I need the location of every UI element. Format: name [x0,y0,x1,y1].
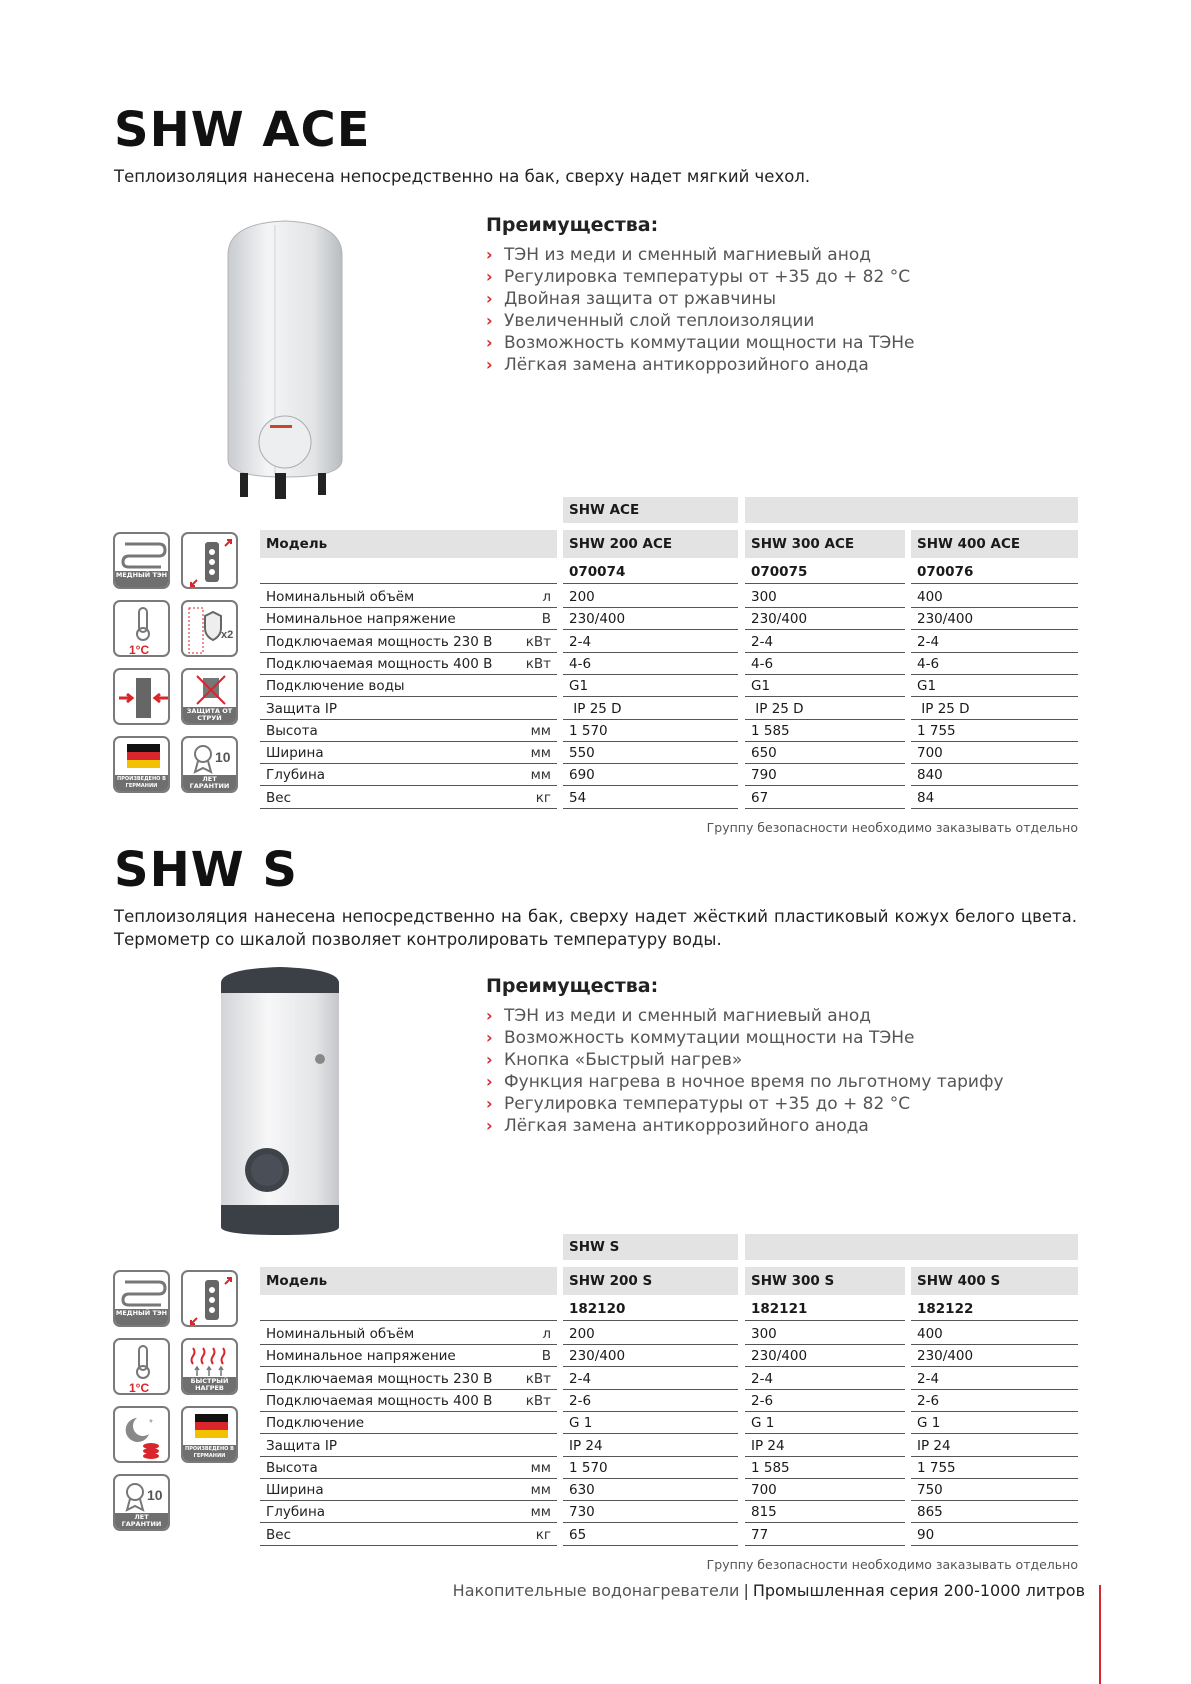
copper-heater-icon: МЕДНЫЙ ТЭН [113,532,170,589]
svg-text:1°C: 1°C [129,643,150,657]
section-description-shw-ace: Теплоизоляция нанесена непосредственно на бак, сверху надет мягкий чехол. [114,167,811,186]
table-code-row: 070074 070075 070076 [260,560,1078,584]
row-label: Номинальное напряжение В [260,608,557,630]
section-title-shw-ace: SHW ACE [114,102,371,158]
table-row [260,608,1078,630]
made-in-germany-icon: ПРОИЗВЕДЕНО В ГЕРМАНИИ [113,736,170,793]
row-value: 400 [911,586,1078,608]
row-label: Подключение [260,1412,557,1434]
list-item: › ТЭН из меди и сменный магниевый анод [486,245,871,265]
row-value: IP 24 [745,1435,905,1457]
safety-group-note: Группу безопасности необходимо заказывать отдельно [706,1557,1078,1572]
row-unit: л [542,1326,551,1342]
table-row [260,1390,1078,1412]
table-row [260,1479,1078,1501]
chevron-right-icon: › [486,333,493,352]
row-value: IP 24 [911,1435,1078,1457]
row-value: 4-6 [563,653,738,675]
row-value: 4-6 [911,653,1078,675]
thermometer-icon [113,1338,170,1395]
list-item: › Лёгкая замена антикоррозийного анода [486,355,869,375]
svg-text:*: * [149,1418,153,1429]
row-unit: л [542,589,551,605]
row-value: 2-6 [563,1390,738,1412]
chevron-right-icon: › [486,1116,493,1135]
row-value: 2-6 [911,1390,1078,1412]
list-item: › Функция нагрева в ночное время по льготному тарифу [486,1072,1004,1092]
row-label: Ширина мм [260,742,557,764]
chevron-right-icon: › [486,1050,493,1069]
row-value: 230/400 [911,1345,1078,1367]
svg-text:10: 10 [147,1487,163,1503]
jet-protection-icon: ЗАЩИТА ОТ СТРУЙ [181,668,238,725]
svg-text:x2: x2 [221,629,234,641]
row-value: 300 [745,1323,905,1345]
list-item: › ТЭН из меди и сменный магниевый анод [486,1006,871,1026]
table-header-row: Модель SHW 200 S SHW 300 S SHW 400 S [260,1267,1078,1295]
table-row [260,764,1078,786]
row-value: 400 [911,1323,1078,1345]
svg-text:10: 10 [215,749,231,765]
table-row [260,742,1078,764]
table-header-row: Модель SHW 200 ACE SHW 300 ACE SHW 400 ACE [260,530,1078,558]
row-value: 77 [745,1524,905,1546]
row-label: Защита IP [260,1435,557,1457]
row-value: 650 [745,742,905,764]
row-label: Номинальный объём л [260,586,557,608]
footer-separator: | [743,1581,749,1600]
row-value: 840 [911,764,1078,786]
row-unit: мм [530,1504,551,1521]
row-value: 230/400 [745,1345,905,1367]
row-value: 230/400 [563,608,738,630]
row-label: Подключаемая мощность 230 В кВт [260,1368,557,1390]
row-value: G 1 [745,1412,905,1434]
row-value: 750 [911,1479,1078,1501]
accent-line [1099,1585,1101,1684]
water-heater-s-image [215,965,345,1240]
row-value: 2-4 [563,631,738,653]
chevron-right-icon: › [486,267,493,286]
row-value: 1 570 [563,1457,738,1479]
row-value: 300 [745,586,905,608]
row-value: 2-4 [745,631,905,653]
table-row [260,1323,1078,1345]
fast-heating-icon: БЫСТРЫЙ НАГРЕВ [181,1338,238,1395]
table-row [260,631,1078,653]
row-label: Подключаемая мощность 230 В кВт [260,631,557,653]
row-unit: В [541,1348,551,1365]
row-unit: мм [530,1482,551,1499]
list-item: › Регулировка температуры от +35 до + 82 °С [486,1094,911,1114]
row-label: Подключение воды [260,675,557,697]
row-value: 65 [563,1524,738,1546]
row-label: Подключаемая мощность 400 В кВт [260,1390,557,1412]
warranty-icon: 10 ЛЕТ ГАРАНТИИ [113,1474,170,1531]
table-row [260,1412,1078,1434]
row-label: Вес кг [260,1524,557,1546]
row-value: 1 570 [563,720,738,742]
footer-series: Промышленная серия 200-1000 литров [752,1581,1085,1600]
section-description-shw-s: Теплоизоляция нанесена непосредственно на бак, сверху надет жёсткий пластиковый кожух белого цвета. Термометр со шкалой позволяет контролировать температуру воды. [114,907,1077,949]
row-label: Номинальное напряжение В [260,1345,557,1367]
table-row [260,720,1078,742]
row-value: 865 [911,1501,1078,1523]
table-row [260,1345,1078,1367]
list-item: › Возможность коммутации мощности на ТЭНе [486,333,915,353]
list-item: › Кнопка «Быстрый нагрев» [486,1050,743,1070]
row-value: 230/400 [911,608,1078,630]
row-label: Защита IP [260,698,557,720]
row-value: G1 [745,675,905,697]
row-value: 690 [563,764,738,786]
row-value: 1 755 [911,720,1078,742]
row-value: 1 585 [745,1457,905,1479]
row-label: Высота мм [260,1457,557,1479]
table-series-row: SHW ACE [260,497,1078,523]
row-label: Глубина мм [260,764,557,786]
row-value: G1 [563,675,738,697]
row-value: G 1 [563,1412,738,1434]
chevron-right-icon: › [486,355,493,374]
row-label: Ширина мм [260,1479,557,1501]
row-unit: кВт [525,633,551,650]
row-value: IP 25 D [745,698,905,720]
chevron-right-icon: › [486,1072,493,1091]
row-label: Подключаемая мощность 400 В кВт [260,653,557,675]
chevron-right-icon: › [486,1028,493,1047]
svg-text:1°C: 1°C [129,1381,150,1395]
table-row [260,1524,1078,1546]
row-value: 730 [563,1501,738,1523]
table-row [260,698,1078,720]
advantages-shw-ace [486,214,1086,376]
chevron-right-icon: › [486,245,493,264]
double-protection-icon [181,600,238,657]
advantages-title: Преимущества: [486,975,659,997]
safety-group-note: Группу безопасности необходимо заказывать отдельно [706,820,1078,835]
advantages-shw-s [486,975,1086,1137]
row-value: 2-4 [911,631,1078,653]
row-value: 630 [563,1479,738,1501]
row-unit: кВт [525,1370,551,1387]
row-value: 230/400 [563,1345,738,1367]
row-value: G1 [911,675,1078,697]
list-item: › Увеличенный слой теплоизоляции [486,311,815,331]
row-label: Высота мм [260,720,557,742]
row-unit: мм [530,722,551,739]
row-value: 84 [911,787,1078,809]
chevron-right-icon: › [486,289,493,308]
row-value: 54 [563,787,738,809]
table-row [260,675,1078,697]
row-value: 1 585 [745,720,905,742]
control-panel-icon [181,532,238,589]
row-value: 200 [563,1323,738,1345]
row-unit: В [541,611,551,628]
row-value: 90 [911,1524,1078,1546]
row-value: 2-4 [745,1368,905,1390]
compact-icon [113,668,170,725]
row-value: 230/400 [745,608,905,630]
advantages-title: Преимущества: [486,214,659,236]
footer-category: Накопительные водонагреватели [452,1581,740,1600]
chevron-right-icon: › [486,1006,493,1025]
row-value: 1 755 [911,1457,1078,1479]
row-unit: мм [530,1459,551,1476]
row-unit: кВт [525,1392,551,1409]
row-value: 2-4 [911,1368,1078,1390]
row-value: IP 25 D [911,698,1078,720]
row-value: 700 [911,742,1078,764]
list-item: › Двойная защита от ржавчины [486,289,777,309]
row-label: Глубина мм [260,1501,557,1523]
row-unit: мм [530,767,551,784]
table-row [260,1457,1078,1479]
table-row [260,1435,1078,1457]
row-label: Номинальный объём л [260,1323,557,1345]
control-panel-icon [181,1270,238,1327]
copper-heater-icon: МЕДНЫЙ ТЭН [113,1270,170,1327]
row-value: 4-6 [745,653,905,675]
row-value: IP 25 D [563,698,738,720]
list-item: › Регулировка температуры от +35 до + 82 °С [486,267,911,287]
page-footer [0,1581,1085,1600]
night-tariff-icon [113,1406,170,1463]
row-value: 790 [745,764,905,786]
made-in-germany-icon: ПРОИЗВЕДЕНО В ГЕРМАНИИ [181,1406,238,1463]
row-value: 550 [563,742,738,764]
row-label: Вес кг [260,787,557,809]
table-code-row: 182120 182121 182122 [260,1297,1078,1321]
row-value: 67 [745,787,905,809]
water-heater-ace-image [220,215,350,500]
row-value: IP 24 [563,1435,738,1457]
row-unit: мм [530,745,551,762]
table-row [260,787,1078,809]
list-item: › Лёгкая замена антикоррозийного анода [486,1116,869,1136]
section-title-shw-s: SHW S [114,842,298,898]
row-value: 200 [563,586,738,608]
row-unit: кг [535,1526,551,1543]
row-value: 815 [745,1501,905,1523]
row-value: 2-4 [563,1368,738,1390]
row-value: 700 [745,1479,905,1501]
table-row [260,1368,1078,1390]
row-value: 2-6 [745,1390,905,1412]
table-series-row: SHW S [260,1234,1078,1260]
warranty-icon: 10 ЛЕТ ГАРАНТИИ [181,736,238,793]
row-unit: кВт [525,655,551,672]
row-value: G 1 [911,1412,1078,1434]
table-row [260,1501,1078,1523]
row-unit: кг [535,789,551,806]
chevron-right-icon: › [486,311,493,330]
table-row [260,653,1078,675]
list-item: › Возможность коммутации мощности на ТЭНе [486,1028,915,1048]
thermometer-icon [113,600,170,657]
table-row [260,586,1078,608]
chevron-right-icon: › [486,1094,493,1113]
